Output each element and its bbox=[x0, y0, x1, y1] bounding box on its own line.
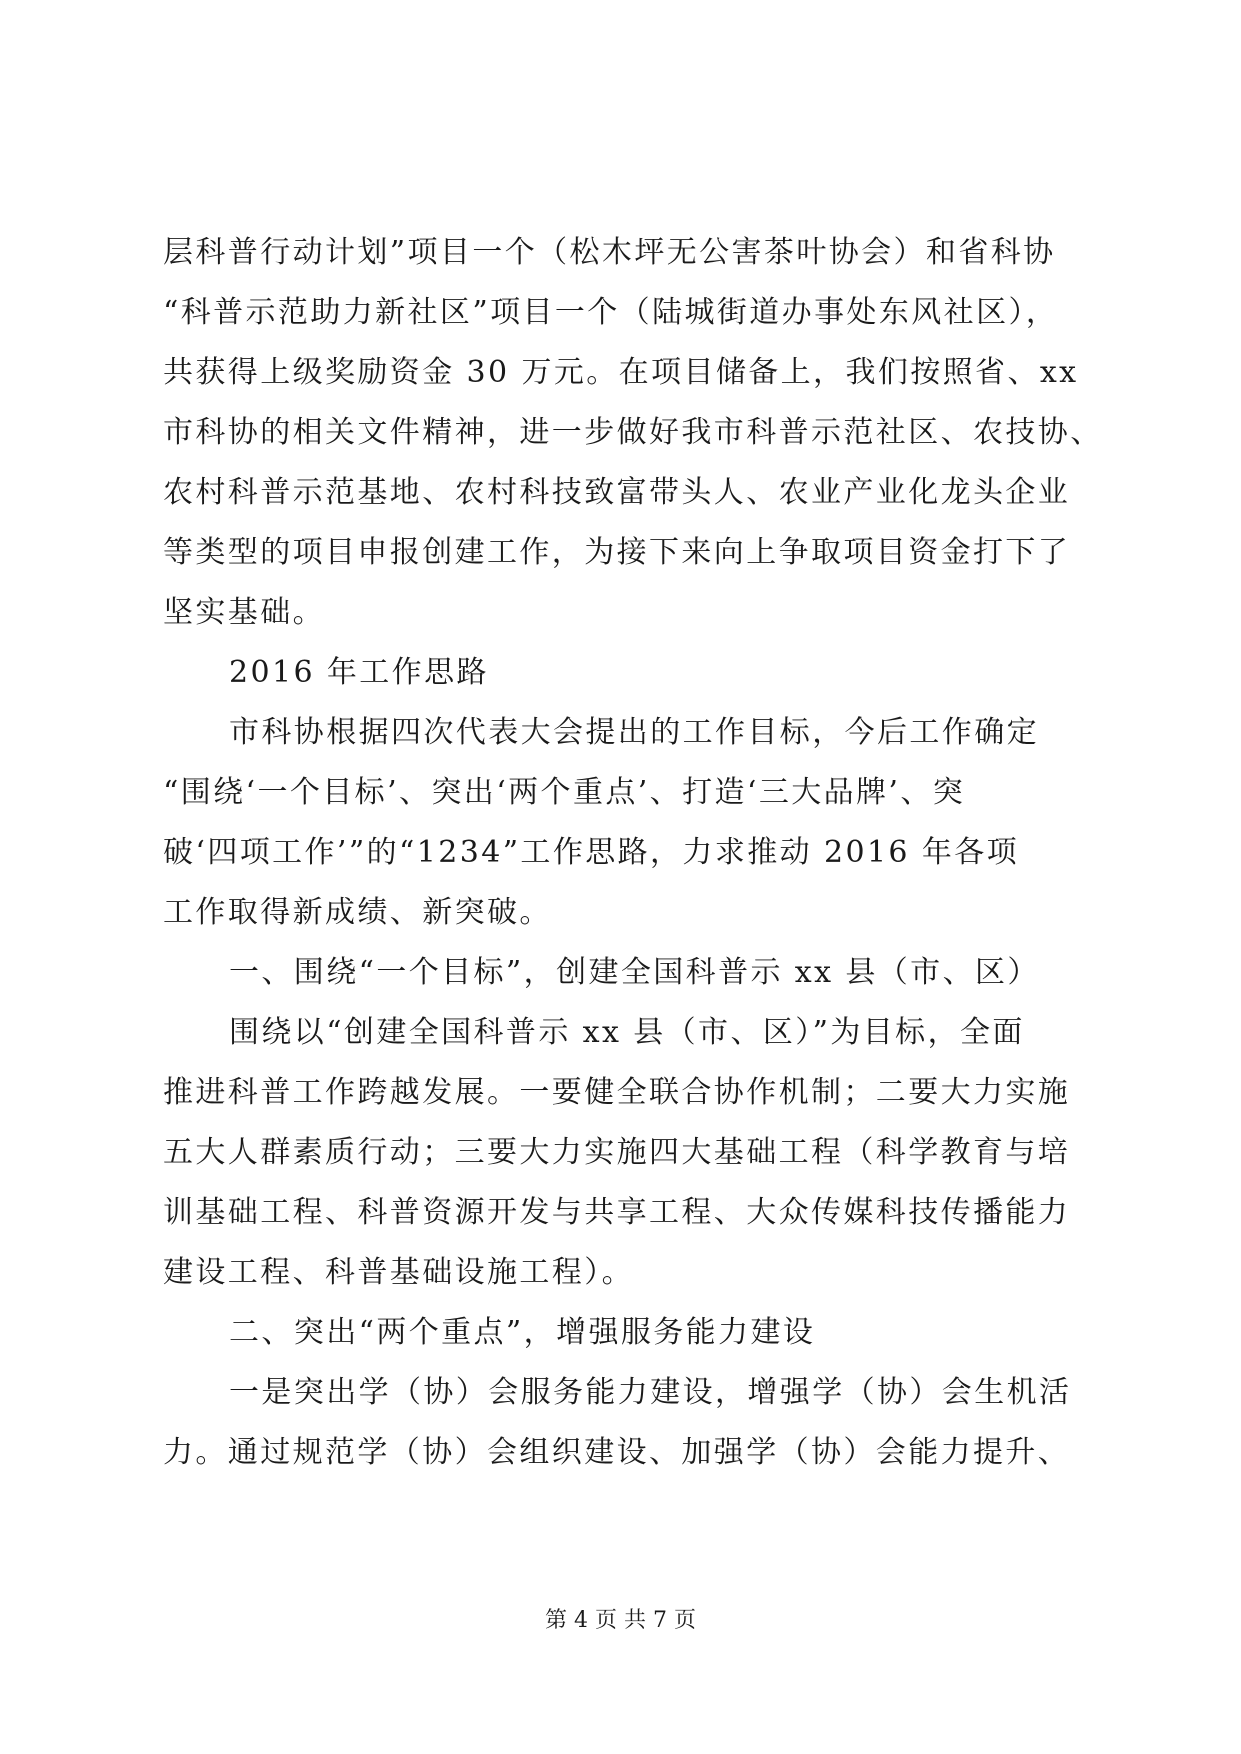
text-line: 围绕以“创建全国科普示 xx 县（市、区）”为目标，全面 bbox=[229, 1015, 1025, 1050]
text-line: 推进科普工作跨越发展。一要健全联合协作机制；二要大力实施 bbox=[163, 1075, 1071, 1110]
text-line: 力。通过规范学（协）会组织建设、加强学（协）会能力提升、 bbox=[163, 1435, 1071, 1470]
section-heading: 2016 年工作思路 bbox=[229, 655, 489, 690]
text-line: 层科普行动计划”项目一个（松木坪无公害茶叶协会）和省科协 bbox=[163, 235, 1056, 270]
text-line: 共获得上级奖励资金 30 万元。在项目储备上，我们按照省、xx bbox=[163, 355, 1079, 390]
document-body bbox=[163, 223, 1103, 1483]
text-line: 一是突出学（协）会服务能力建设，增强学（协）会生机活 bbox=[229, 1375, 1072, 1410]
text-line: 市科协根据四次代表大会提出的工作目标，今后工作确定 bbox=[229, 715, 1039, 750]
text-line: “科普示范助力新社区”项目一个（陆城街道办事处东风社区）， bbox=[163, 295, 1059, 330]
text-line: “围绕‘一个目标’、突出‘两个重点’、打造‘三大品牌’、突 bbox=[163, 775, 966, 810]
page-footer: 第 4 页 共 7 页 bbox=[545, 1608, 696, 1633]
section-heading: 二、突出“两个重点”，增强服务能力建设 bbox=[229, 1315, 816, 1350]
text-line: 农村科普示范基地、农村科技致富带头人、农业产业化龙头企业 bbox=[163, 475, 1071, 510]
text-line: 建设工程、科普基础设施工程）。 bbox=[163, 1255, 634, 1290]
text-line: 等类型的项目申报创建工作，为接下来向上争取项目资金打下了 bbox=[163, 535, 1071, 570]
text-line: 五大人群素质行动；三要大力实施四大基础工程（科学教育与培 bbox=[163, 1135, 1071, 1170]
text-line: 训基础工程、科普资源开发与共享工程、大众传媒科技传播能力 bbox=[163, 1195, 1071, 1230]
text-line: 工作取得新成绩、新突破。 bbox=[163, 895, 552, 930]
text-line: 坚实基础。 bbox=[163, 595, 325, 630]
text-line: 破‘四项工作’”的“1234”工作思路，力求推动 2016 年各项 bbox=[163, 835, 1020, 870]
section-heading: 一、围绕“一个目标”，创建全国科普示 xx 县（市、区） bbox=[229, 955, 1040, 990]
text-line: 市科协的相关文件精神，进一步做好我市科普示范社区、农技协、 bbox=[163, 415, 1103, 450]
